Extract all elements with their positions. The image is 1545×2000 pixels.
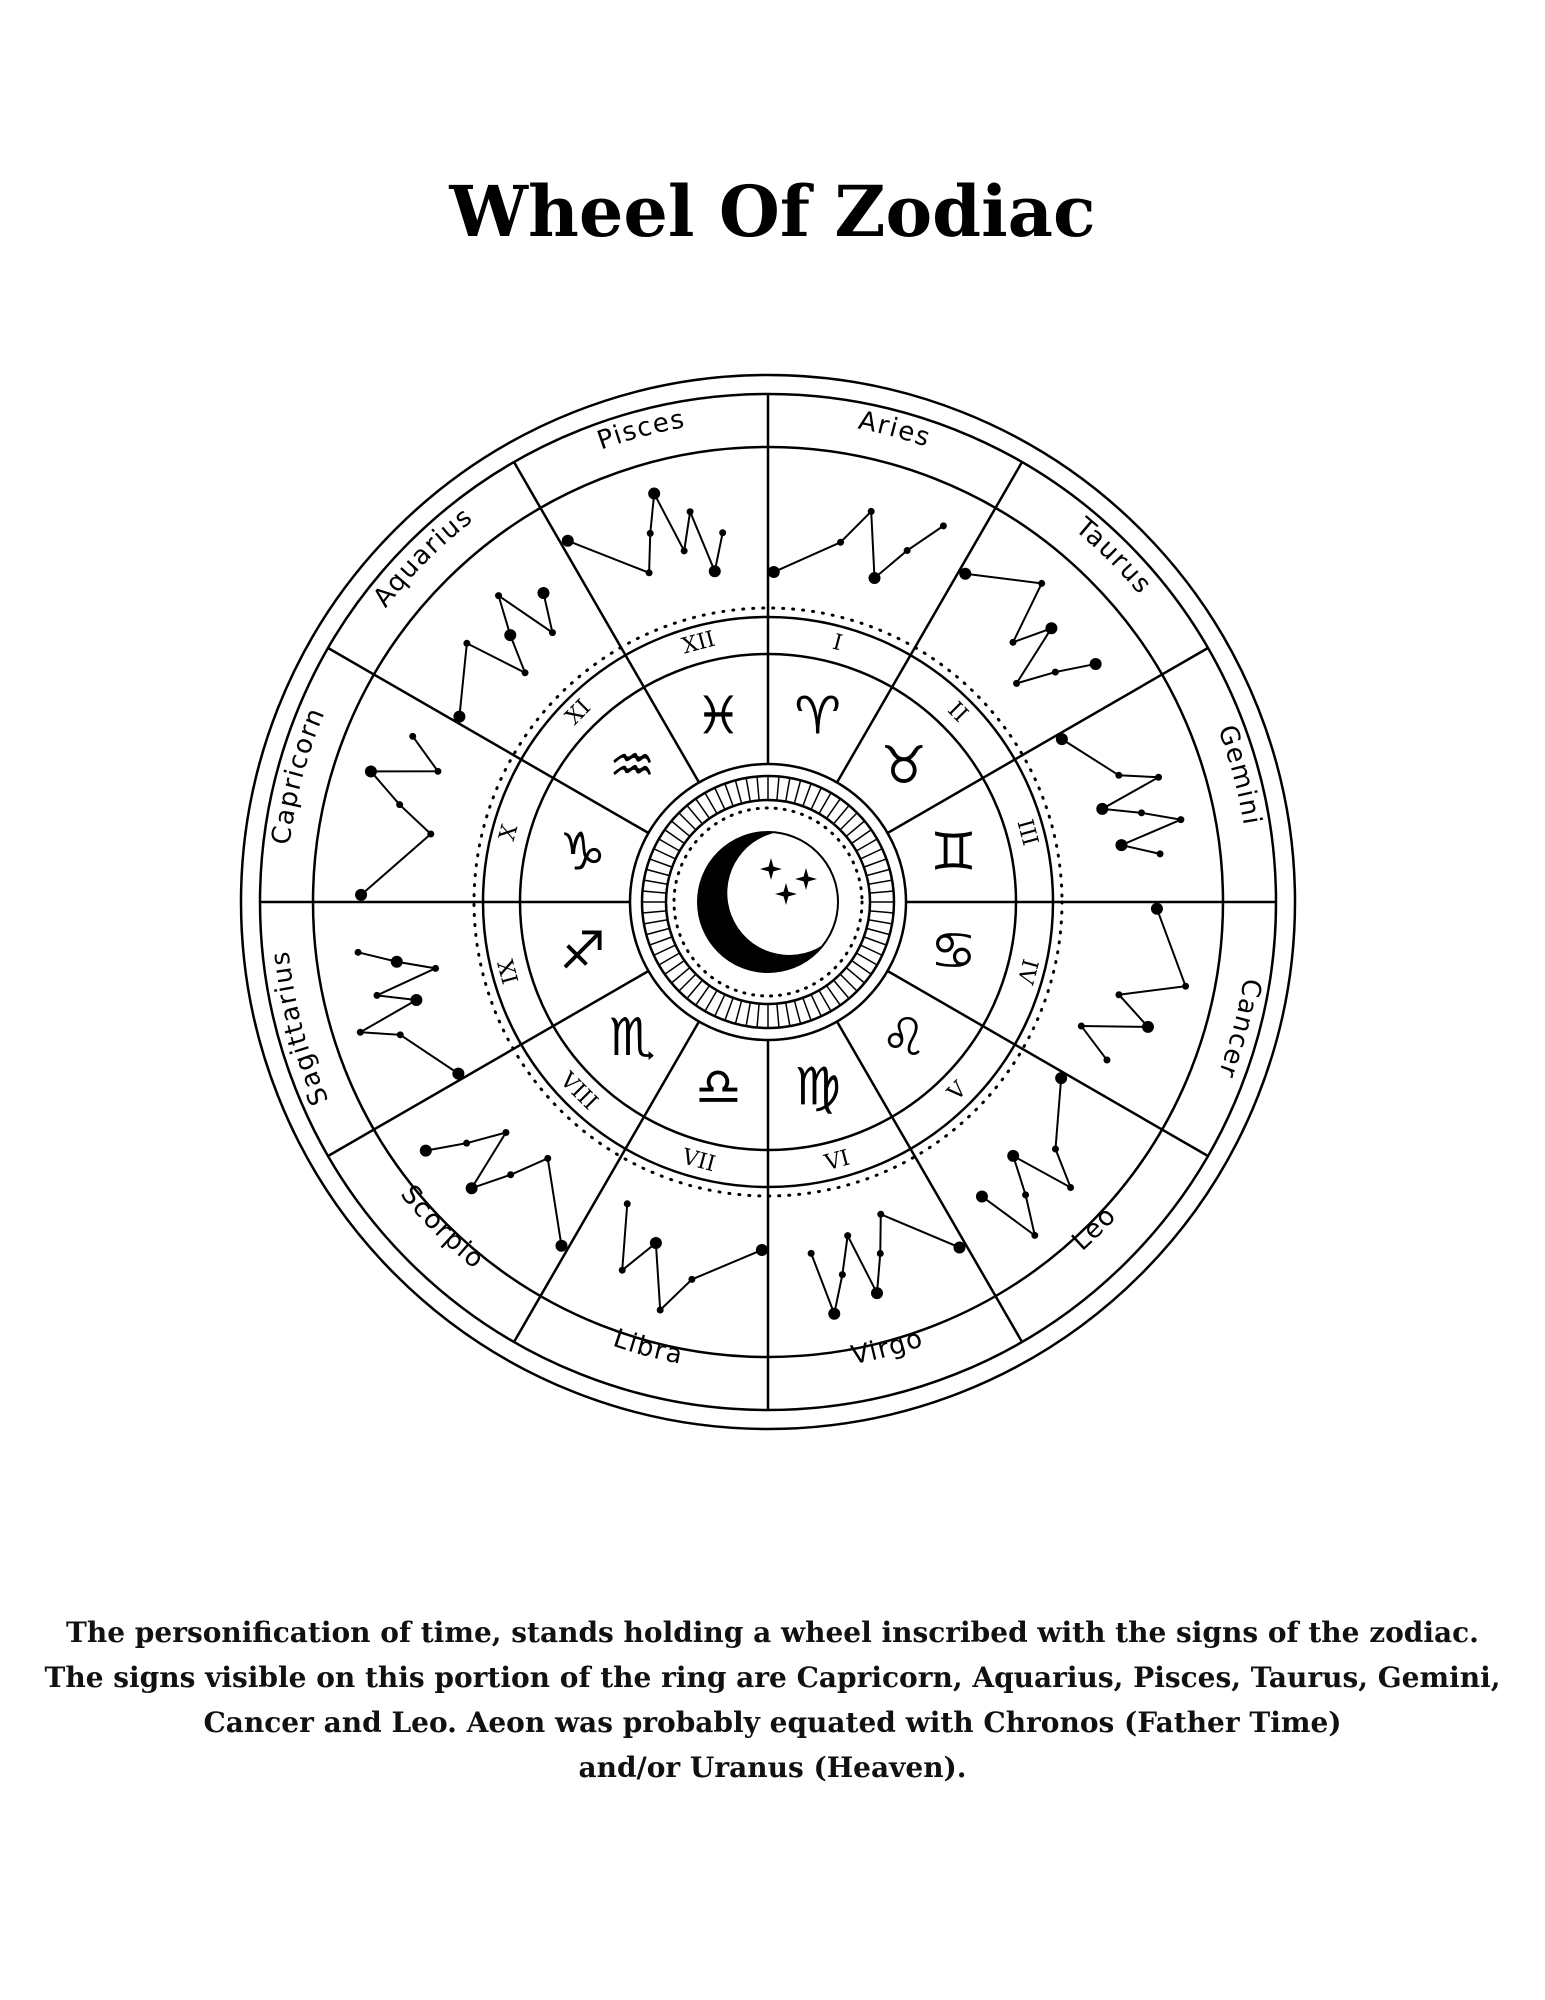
constellation-star: [1096, 803, 1108, 815]
constellation-line: [965, 574, 1095, 684]
sign-name-taurus: Taurus: [1069, 512, 1158, 601]
constellation-star: [647, 530, 654, 537]
constellation-star: [1013, 680, 1020, 687]
hatched-inner-ring: [666, 800, 870, 1004]
hatch-tick: [646, 869, 669, 875]
sign-name-sagittarius: Sagittarius: [265, 948, 336, 1110]
hatch-tick: [757, 776, 759, 800]
sign-name-gemini: Gemini: [1211, 721, 1267, 829]
constellation-star: [463, 640, 470, 647]
constellation-star: [1022, 1191, 1029, 1198]
virgo-constellation-icon: [808, 1211, 966, 1320]
constellation-star: [466, 1182, 478, 1194]
hatch-tick: [659, 839, 680, 851]
constellation-star: [397, 1031, 404, 1038]
constellation-star: [687, 508, 694, 515]
hatch-tick: [671, 821, 689, 836]
constellation-star: [648, 488, 660, 500]
hatch-tick: [827, 986, 841, 1006]
house-numeral-iii: III: [1011, 816, 1043, 849]
constellation-star: [871, 1287, 883, 1299]
hatch-tick: [687, 805, 702, 823]
constellation-star: [709, 565, 721, 577]
constellation-star: [463, 1140, 470, 1147]
libra-constellation-icon: [619, 1200, 768, 1313]
constellation-star: [357, 1029, 364, 1036]
hatch-tick: [868, 880, 892, 884]
constellation-star: [391, 956, 403, 968]
constellation-star: [1055, 1072, 1067, 1084]
hatch-tick: [735, 1001, 741, 1024]
hatch-tick: [665, 830, 685, 844]
hatch-tick: [786, 1002, 790, 1026]
pisces-constellation-icon: [562, 488, 726, 578]
constellation-line: [568, 494, 723, 573]
sparkle-star-icon: [795, 868, 817, 890]
constellation-star: [1138, 809, 1145, 816]
constellation-star: [688, 1276, 695, 1283]
constellation-star: [1151, 903, 1163, 915]
aries-constellation-icon: [768, 508, 947, 584]
sector-divider: [837, 1022, 1022, 1342]
hatch-tick: [819, 990, 831, 1011]
constellation-line: [811, 1214, 959, 1313]
sign-name-pisces: Pisces: [593, 404, 688, 457]
constellation-line: [358, 952, 458, 1073]
house-numeral-xi: XI: [561, 695, 596, 730]
hatch-tick: [834, 805, 849, 823]
gemini-constellation-icon: [1056, 733, 1184, 857]
constellation-star: [1103, 1057, 1110, 1064]
constellation-star: [1052, 669, 1059, 676]
hatch-tick: [852, 961, 872, 975]
house-numeral-xii: XII: [679, 626, 718, 660]
hatch-tick: [860, 945, 882, 955]
constellation-line: [1081, 909, 1185, 1060]
hatch-tick: [671, 968, 689, 983]
constellation-star: [1090, 658, 1102, 670]
hatch-tick: [705, 990, 717, 1011]
page-title: Wheel Of Zodiac: [449, 170, 1096, 253]
house-numeral-iv: IV: [1011, 956, 1043, 987]
constellation-star: [549, 629, 556, 636]
house-numeral-v: V: [943, 1077, 972, 1106]
hatch-tick: [687, 980, 702, 998]
constellation-star: [877, 1250, 884, 1257]
constellation-line: [361, 736, 438, 895]
glyph-inner-ring: [630, 764, 906, 1040]
sector-divider: [514, 1022, 699, 1342]
constellation-star: [619, 1267, 626, 1274]
hatch-tick: [757, 1004, 759, 1028]
hatch-tick: [867, 928, 890, 934]
hatch-tick: [846, 968, 864, 983]
hatch-tick: [659, 953, 680, 965]
hatch-tick: [827, 799, 841, 819]
hatch-tick: [794, 1001, 800, 1024]
capricorn-glyph-icon: ♑: [559, 822, 606, 883]
hatch-tick: [786, 778, 790, 802]
cancer-glyph-icon: ♋: [930, 921, 977, 982]
constellation-line: [622, 1204, 762, 1310]
sign-name-aries: Aries: [855, 405, 935, 454]
hatch-tick: [803, 998, 811, 1021]
house-numeral-x: X: [495, 821, 524, 844]
constellation-star: [646, 569, 653, 576]
constellation-star: [1009, 639, 1016, 646]
hatch-tick: [868, 920, 892, 924]
hatch-tick: [852, 830, 872, 844]
constellation-star: [502, 1129, 509, 1136]
hatch-tick: [840, 974, 857, 991]
hatch-tick: [777, 776, 779, 800]
constellation-star: [1182, 983, 1189, 990]
sign-name-libra: Libra: [609, 1323, 687, 1371]
hatch-tick: [705, 793, 717, 814]
crescent-moon-with-stars-icon: [698, 831, 838, 972]
hatch-tick: [867, 869, 890, 875]
caption-line-2: The signs visible on this portion of the ring are Capricorn, Aquarius, Pisces, Taurus, Gemini,: [44, 1661, 1501, 1694]
sign-name-leo: Leo: [1066, 1200, 1123, 1257]
constellation-star: [355, 889, 367, 901]
constellation-line: [459, 593, 552, 717]
leo-glyph-icon: ♌: [880, 1007, 928, 1068]
constellation-star: [396, 801, 403, 808]
virgo-glyph-icon: ♍: [794, 1057, 842, 1118]
constellation-star: [650, 1237, 662, 1249]
caption-line-3: Cancer and Leo. Aeon was probably equated with Chronos (Father Time): [203, 1706, 1342, 1739]
constellation-star: [1056, 733, 1068, 745]
hatch-tick: [811, 788, 821, 810]
constellation-star: [453, 711, 465, 723]
constellation-star: [1177, 816, 1184, 823]
scorpio-glyph-icon: ♏: [608, 1007, 656, 1068]
constellation-star: [1115, 991, 1122, 998]
house-numeral-vii: VII: [679, 1144, 718, 1178]
hatch-tick: [819, 793, 831, 814]
constellation-star: [1038, 580, 1045, 587]
hatch-tick: [696, 986, 710, 1006]
constellation-star: [657, 1306, 664, 1313]
constellation-star: [409, 733, 416, 740]
hatch-tick: [864, 937, 887, 945]
constellation-star: [768, 566, 780, 578]
sector-divider: [328, 971, 648, 1156]
constellation-star: [1031, 1232, 1038, 1239]
constellation-star: [373, 992, 380, 999]
house-numeral-i: I: [829, 629, 845, 657]
sign-name-cancer: Cancer: [1211, 976, 1267, 1083]
constellation-star: [1067, 1184, 1074, 1191]
constellation-star: [681, 547, 688, 554]
caption-line-1: The personification of time, stands holding a wheel inscribed with the signs of the zodiac.: [66, 1616, 1479, 1649]
constellation-star: [1007, 1150, 1019, 1162]
libra-glyph-icon: ♎: [694, 1057, 742, 1118]
constellation-star: [544, 1155, 551, 1162]
constellation-star: [495, 592, 502, 599]
constellation-line: [1062, 739, 1181, 854]
constellation-star: [869, 572, 881, 584]
constellation-star: [808, 1250, 815, 1257]
constellation-line: [982, 1078, 1071, 1235]
constellation-star: [877, 1211, 884, 1218]
hatch-tick: [803, 784, 811, 807]
sagittarius-glyph-icon: ♐: [559, 921, 606, 982]
constellation-star: [504, 629, 516, 641]
constellation-star: [844, 1232, 851, 1239]
constellation-star: [1045, 622, 1057, 634]
hatch-tick: [679, 974, 696, 991]
constellation-star: [624, 1200, 631, 1207]
hatch-tick: [644, 880, 668, 884]
sector-divider: [837, 462, 1022, 782]
hatch-tick: [735, 780, 741, 803]
constellation-star: [828, 1308, 840, 1320]
constellation-star: [904, 547, 911, 554]
hatch-tick: [642, 911, 666, 913]
constellation-star: [839, 1271, 846, 1278]
hatch-tick: [665, 961, 685, 975]
constellation-star: [555, 1240, 567, 1252]
hatch-tick: [696, 799, 710, 819]
hatch-tick: [644, 920, 668, 924]
constellation-star: [420, 1145, 432, 1157]
hatch-tick: [746, 1002, 750, 1026]
pisces-glyph-icon: ♓: [694, 686, 742, 747]
sign-name-virgo: Virgo: [848, 1323, 928, 1372]
gemini-glyph-icon: ♊: [930, 822, 977, 883]
hatch-tick: [650, 859, 673, 867]
constellation-star: [1155, 774, 1162, 781]
sector-divider: [328, 648, 648, 833]
constellation-star: [1078, 1023, 1085, 1030]
caption: [0, 1610, 1545, 1790]
constellation-star: [427, 831, 434, 838]
constellation-star: [953, 1241, 965, 1253]
hatch-tick: [646, 928, 669, 934]
sign-name-aquarius: Aquarius: [367, 501, 479, 613]
sagittarius-constellation-icon: [355, 949, 465, 1080]
taurus-glyph-icon: ♉: [880, 736, 928, 797]
hatch-tick: [856, 953, 877, 965]
constellation-star: [432, 965, 439, 972]
constellation-star: [522, 669, 529, 676]
constellation-star: [537, 587, 549, 599]
constellation-star: [868, 508, 875, 515]
hatch-tick: [846, 821, 864, 836]
sector-divider: [888, 971, 1208, 1156]
constellation-star: [959, 568, 971, 580]
hatch-tick: [715, 994, 725, 1016]
capricorn-constellation-icon: [355, 733, 441, 901]
hatch-tick: [746, 778, 750, 802]
sparkle-star-icon: [760, 858, 782, 880]
hatch-tick: [654, 849, 676, 859]
constellation-star: [1157, 850, 1164, 857]
leo-constellation-icon: [976, 1072, 1074, 1239]
constellation-star: [976, 1190, 988, 1202]
hatch-tick: [650, 937, 673, 945]
aries-glyph-icon: ♈: [794, 686, 842, 747]
constellation-star: [719, 529, 726, 536]
hatch-tick: [642, 891, 666, 893]
hatch-tick: [864, 859, 887, 867]
constellation-star: [410, 994, 422, 1006]
hatch-tick: [870, 911, 894, 913]
constellation-star: [756, 1244, 768, 1256]
constellation-star: [837, 539, 844, 546]
house-numeral-vi: VI: [822, 1145, 853, 1177]
constellation-star: [365, 765, 377, 777]
constellation-star: [1142, 1021, 1154, 1033]
hatch-tick: [856, 839, 877, 851]
constellation-star: [355, 949, 362, 956]
constellation-star: [1115, 839, 1127, 851]
hatch-tick: [834, 980, 849, 998]
cancer-constellation-icon: [1078, 903, 1189, 1064]
constellation-line: [774, 511, 944, 578]
sign-name-capricorn: Capricorn: [266, 702, 332, 847]
constellation-star: [434, 768, 441, 775]
hatch-tick: [715, 788, 725, 810]
hatch-tick: [725, 784, 733, 807]
sign-name-scorpio: Scorpio: [394, 1179, 491, 1276]
hatch-tick: [777, 1004, 779, 1028]
house-numeral-ii: II: [942, 697, 973, 728]
constellation-star: [507, 1171, 514, 1178]
sector-divider: [888, 648, 1208, 833]
sector-divider: [514, 462, 699, 782]
aquarius-constellation-icon: [453, 587, 556, 723]
hatch-tick: [811, 994, 821, 1016]
hatch-tick: [725, 998, 733, 1021]
constellation-star: [562, 535, 574, 547]
hatch-tick: [860, 849, 882, 859]
hatch-tick: [654, 945, 676, 955]
hatch-tick: [870, 891, 894, 893]
hatch-tick: [679, 813, 696, 830]
hatch-tick: [794, 780, 800, 803]
sparkle-star-icon: [775, 883, 797, 905]
house-numeral-ix: IX: [493, 956, 525, 987]
caption-line-4: and/or Uranus (Heaven).: [578, 1751, 967, 1784]
constellation-star: [940, 522, 947, 529]
constellation-star: [1115, 772, 1122, 779]
aquarius-glyph-icon: ♒: [608, 736, 656, 797]
house-numeral-viii: VIII: [554, 1067, 603, 1116]
constellation-star: [1052, 1145, 1059, 1152]
constellation-star: [452, 1068, 464, 1080]
taurus-constellation-icon: [959, 568, 1101, 687]
hatch-tick: [840, 813, 857, 830]
